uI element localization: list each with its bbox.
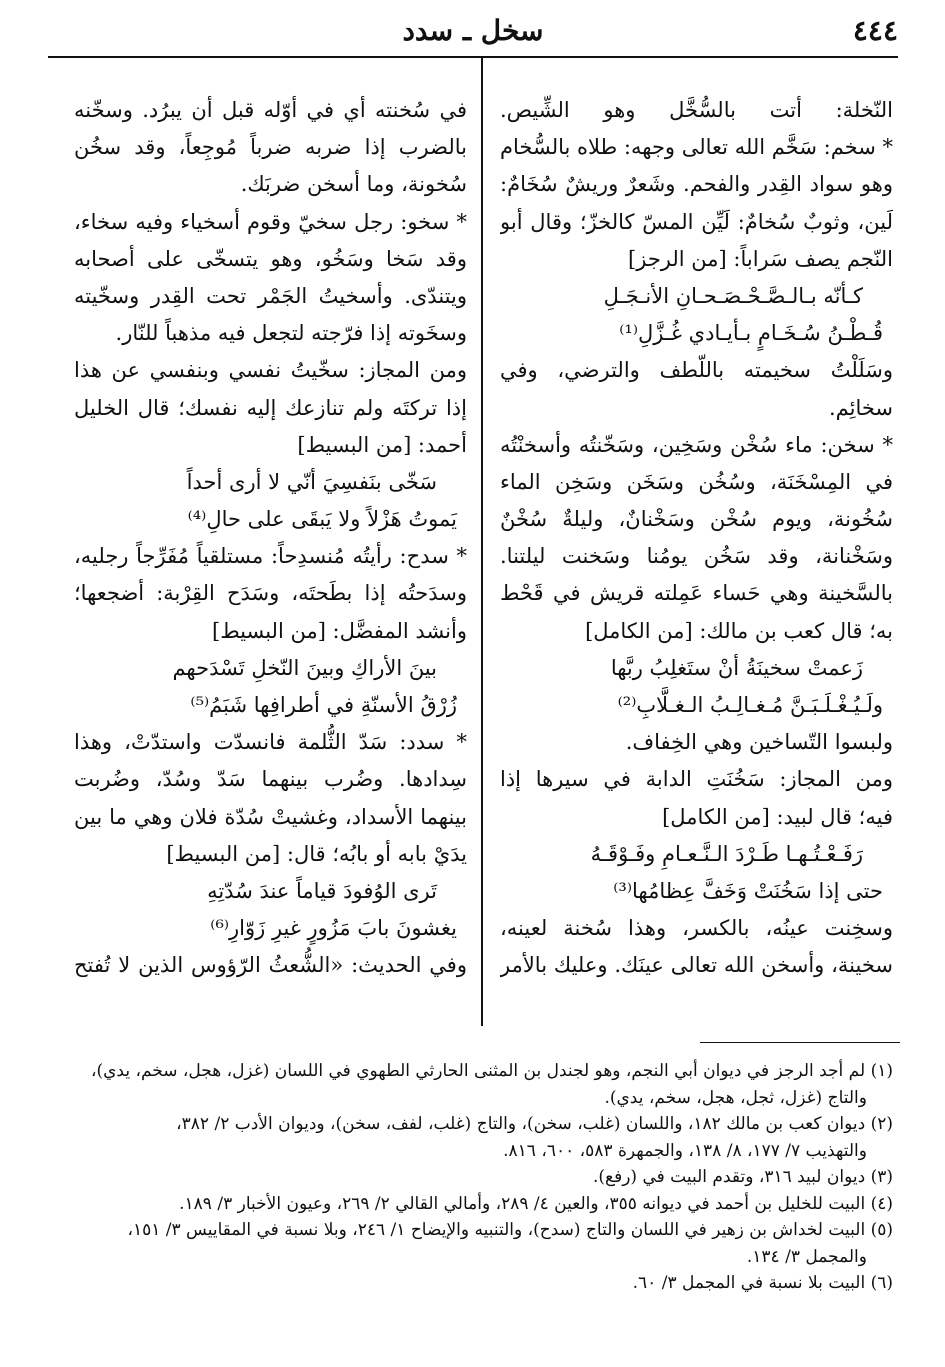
text-line: وأنشد المفضَّل: [من البسيط]	[212, 618, 467, 643]
verse-line: ولَـيُـغْـلَـبَـنَّ مُـغـالِـبُ الـغـلَّابِ⁽²⁾	[617, 693, 883, 717]
running-title: سخل ـ سدد	[402, 14, 544, 47]
footnote-line: (٣) ديوان لبيد ٣١٦، وتقدم البيت في (رفع).	[593, 1167, 893, 1187]
text-line: أحمد: [من البسيط]	[297, 432, 467, 457]
verse-line: رَفَـعْـتُـهـا طَـرْدَ الـنَّـعـامِ وفَـوْقَـهُ	[590, 841, 863, 866]
text-line: بينهما الأسداد، وغشيتْ سُدّة فلان وهي ما بين	[74, 804, 467, 829]
text-line: سُخُونة، ويوم سُخْن وسَخْنانٌ، وليلةٌ سُخْنٌ	[500, 507, 893, 532]
text-line: وسخَوته إذا فرّجته لتجعل فيه مذهباً للنّار.	[115, 321, 467, 346]
text-line: سخينة، وأسخن الله تعالى عينَك. وعليك بالأمر	[500, 953, 893, 978]
verse-line: سَخّى بنَفسِيَ أنّي لا أرى أحداً	[186, 469, 437, 494]
text-line: وقد سَخا وسَخُو، وهو يتسخّى على أصحابه	[74, 246, 467, 271]
verse-line: يغشونَ بابَ مَزُورٍ غيرِ زَوّارِ⁽⁶⁾	[210, 916, 457, 941]
text-line: في المِسْخَنَة، وسُخُن وسَخَن وسَخِن الماء	[500, 469, 893, 494]
text-line: * سخو: رجل سخيّ وقوم أسخياء وفيه سخاء،	[74, 209, 467, 234]
text-line: النّجم يصف سَراباً: [من الرجز]	[628, 246, 893, 271]
footnote-line: (٤) البيت للخليل بن أحمد في ديوانه ٣٥٥، والعين ٤/ ٢٨٩، وأمالي القالي ٢/ ٢٦٩، وعيون الأخبار ٣/ ١٨٩.	[179, 1193, 893, 1214]
text-line: وهو سواد القِدر والفحم. وشَعرٌ وريشٌ سُخَامٌ:	[500, 172, 893, 197]
left-column	[74, 92, 467, 1027]
footnote-line: (٦) البيت بلا نسبة في المجمل ٣/ ٦٠.	[632, 1273, 893, 1293]
right-column	[500, 92, 893, 1027]
text-line: سُخونة، وما أسخن ضربَك.	[240, 172, 467, 197]
text-line: وسخِنت عينُه، بالكسر، وهذا سُخنة لعينه،	[500, 916, 893, 941]
text-line: * سخن: ماء سُخْن وسَخِين، وسَخّنتُه وأسخنْتُه	[500, 432, 893, 457]
text-line: * سدد: سَدّ الثُّلمة فانسدّت واستدّتْ، وهذا	[74, 730, 467, 755]
footnote-line: والتاج (غزل، ثجل، هجل، سخم، يدي).	[604, 1087, 867, 1108]
text-line: * سخم: سَخَّم الله تعالى وجهه: طلاه بالسُّخام	[500, 135, 893, 160]
text-line: بالضرب إذا ضربه ضرباً مُوجِعاً، وقد سخُن	[74, 135, 467, 160]
text-line: ومن المجاز: سخّيتُ نفسي وبنفسي عن هذا	[74, 358, 467, 383]
footnotes	[51, 1058, 893, 1297]
footnote-line: (٢) ديوان كعب بن مالك ١٨٢، واللسان (غلب، سخن)، والتاج (غلب، لفف، سخن)، وديوان الأدب ٢/ ٣٨٢،	[176, 1114, 893, 1134]
footnote-line: والتهذيب ٧/ ١٧٧، ٨/ ١٣٨، والجمهرة ٥٨٣، ٦٠٠، ٨١٦.	[503, 1140, 867, 1161]
text-line: ومن المجاز: سَخُنَتِ الدابة في سيرها إذا	[500, 767, 893, 792]
text-line: ويتندّى. وأسخيتُ الجَمْر تحت القِدر وسخّيته	[74, 283, 467, 308]
verse-line: زُرْقُ الأسنّةِ في أطرافِها شَبَمُ⁽⁵⁾	[190, 693, 457, 717]
text-line: فيه؛ قال لبيد: [من الكامل]	[662, 804, 893, 829]
text-line: ولبسوا التّساخين وهي الخِفاف.	[625, 730, 893, 755]
text-line: وسدَحتُه إذا بطَحتَه، وسَدَح القِرْبة: أضجعها؛	[74, 581, 467, 606]
text-line: * سدح: رأيتُه مُنسدِحاً: مستلقياً مُفَرِّجاً رجليه،	[74, 544, 467, 569]
verse-line: تَرى الوُفودَ قياماً عندَ سُدّتِهِ	[207, 878, 437, 903]
verse-line: يَموتُ هَزْلاً ولا يَبقَى على حالِ⁽⁴⁾	[187, 507, 457, 532]
text-line: في سُخنته أي في أوّله قبل أن يبرُد. وسخّنه	[74, 98, 467, 122]
text-line: النّخلة: أتت بالسُّخَّل وهو الشِّيص.	[500, 98, 893, 122]
verse-line: بينَ الأراكِ وبينَ النّخلِ تَسْدَحهم	[172, 655, 437, 680]
footnote-line: (١) لم أجد الرجز في ديوان أبي النجم، وهو لجندل بن المثنى الحارثي الطهوي في اللسان (غزل، هجل، سخم، يدي)،	[90, 1061, 893, 1081]
text-line: وفي الحديث: «الشُّعثُ الرّؤوس الذين لا تُفتح	[74, 953, 467, 978]
text-line: وسَخْنانة، وقد سَخُن يومُنا وسَخنت ليلتنا.	[500, 544, 893, 569]
footnote-line: (٥) البيت لخداش بن زهير في اللسان والتاج (سدح)، والتنبيه والإيضاح ١/ ٢٤٦، وبلا نسبة في المقاييس ٣/ ١٥١،	[127, 1220, 893, 1240]
text-line: يدَيْ بابه أو بابُه؛ قال: [من البسيط]	[166, 841, 467, 866]
verse-line: قُـطْـنُ سُـخَـامٍ بـأيـادي غُـزَّلِ⁽¹⁾	[619, 321, 883, 346]
text-line: لَين، وثوبٌ سُخامٌ: لَيِّن المسّ كالخزّ؛ وقال أبو	[500, 209, 893, 234]
column-divider	[481, 58, 483, 1026]
page-header	[48, 14, 898, 58]
verse-line: حتى إذا سَخُنَتْ وَخَفَّ عِظامُها⁽³⁾	[613, 878, 883, 903]
page-number: ٤٤٤	[852, 14, 898, 47]
text-line: سخائِم.	[828, 395, 893, 420]
verse-line: زَعمتْ سخينَةُ أنْ ستَغلِبُ ربَّها	[610, 655, 863, 680]
text-line: بالسَّخينة وهي حَساء عَمِلته قريش في قَحْط	[500, 581, 893, 606]
text-line: إذا تركتَه ولم تنازعك إليه نفسك؛ قال الخليل	[74, 395, 467, 420]
verse-line: كـأنّه بـالـصَّـحْـصَـحـانِ الأنـجَـلِ	[603, 283, 863, 308]
text-line: وسَلَلْتُ سخيمته باللّطف والترضي، وفي	[500, 358, 893, 383]
text-line: به؛ قال كعب بن مالك: [من الكامل]	[585, 618, 893, 643]
footnote-separator	[700, 1042, 900, 1043]
text-line: سِدادها. وضُرب بينهما سَدّ وسُدّ، وضُربت	[74, 767, 467, 792]
footnote-line: والمجمل ٣/ ١٣٤.	[746, 1246, 867, 1267]
